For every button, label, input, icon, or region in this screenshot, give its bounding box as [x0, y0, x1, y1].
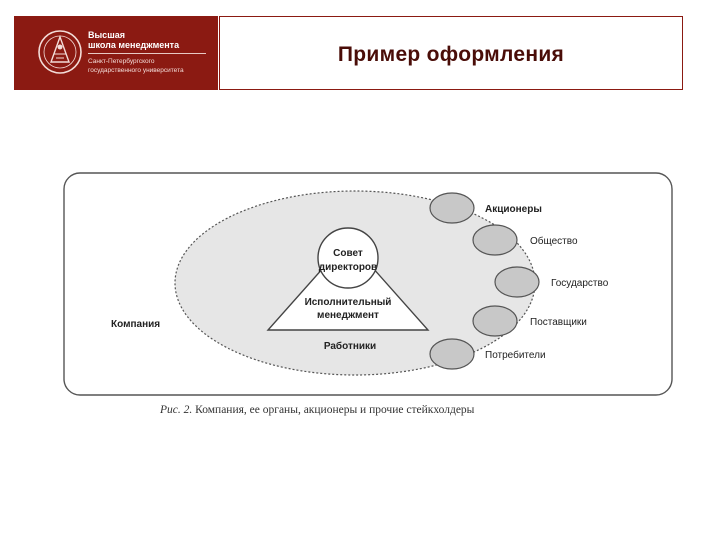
stakeholder-label-consumers: Потребители: [485, 350, 546, 361]
logo-line-2: школа менеджмента: [88, 40, 180, 50]
page-title: Пример оформления: [337, 43, 565, 66]
company-label: Компания: [111, 319, 161, 330]
stakeholder-node-state: [495, 267, 539, 297]
workers-label: Работники: [323, 341, 377, 352]
logo-subtitle-1: Санкт-Петербургского: [88, 58, 155, 65]
stakeholder-node-shareholders: [430, 193, 474, 223]
board-label-line-1: Совет: [333, 248, 363, 259]
board-label-line-2: директоров: [318, 262, 378, 273]
logo-subtitle-2: государственного университета: [88, 67, 184, 74]
executive-label-line-2: менеджмент: [317, 310, 379, 321]
stakeholder-label-shareholders: Акционеры: [485, 204, 542, 215]
logo-line-1: Высшая: [88, 30, 125, 40]
caption-figure-number: Рис. 2.: [160, 404, 193, 416]
caption-text: Компания, ее органы, акционеры и прочие стейкхолдеры: [195, 404, 475, 416]
stakeholder-node-suppliers: [473, 306, 517, 336]
stakeholder-node-consumers: [430, 339, 474, 369]
executive-label-line-1: Исполнительный: [304, 297, 392, 308]
stakeholder-label-state: Государство: [551, 278, 609, 289]
stakeholder-label-suppliers: Поставщики: [530, 317, 587, 328]
stakeholder-node-society: [473, 225, 517, 255]
figure-caption: [160, 404, 474, 416]
stakeholder-label-society: Общество: [530, 236, 578, 247]
